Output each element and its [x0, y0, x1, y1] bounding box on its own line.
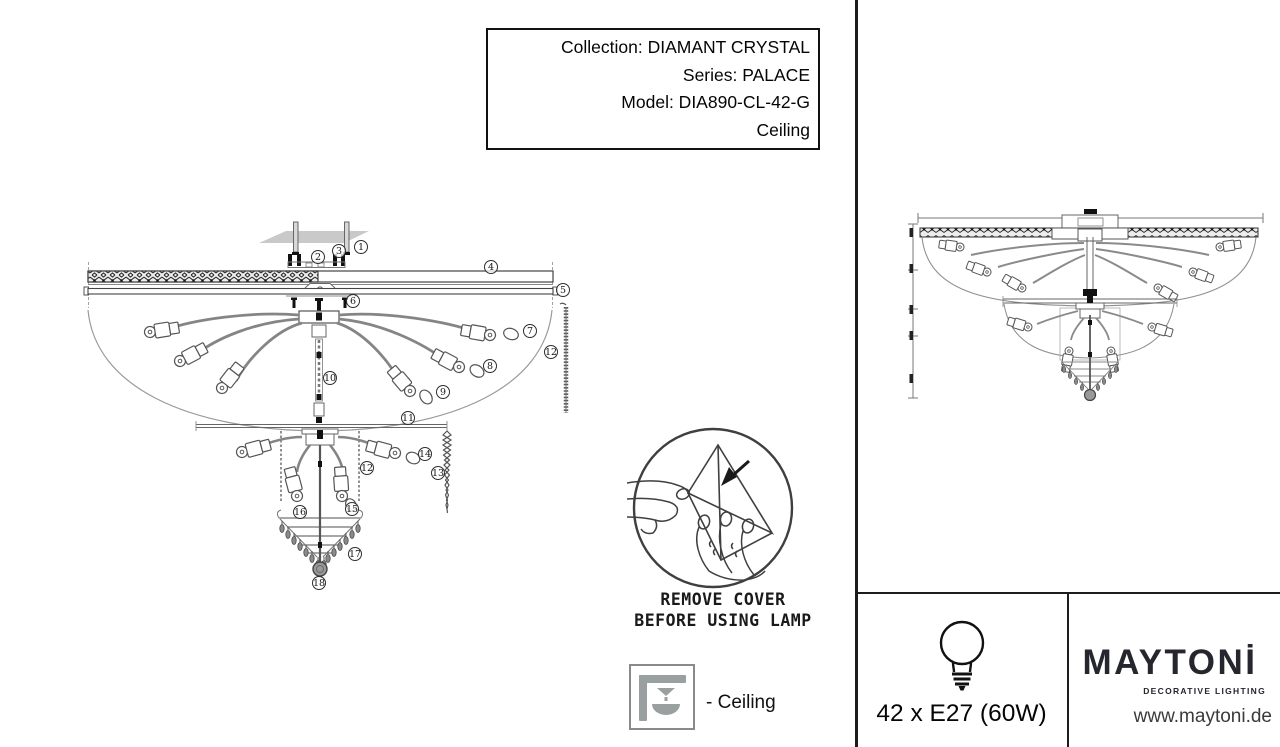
part-callout-16: 16 — [293, 506, 307, 518]
arrow — [721, 461, 749, 486]
part-callout-18: 18 — [312, 577, 326, 589]
warning-line-1: REMOVE COVER — [660, 590, 786, 609]
part-callout-12: 12 — [544, 346, 558, 358]
part-callout-1: 1 — [354, 240, 368, 254]
part-callout-11: 11 — [401, 412, 415, 424]
part-callout-13: 13 — [431, 467, 445, 479]
type-line: Ceiling — [756, 119, 810, 140]
brand-tagline: DECORATIVE LIGHTING — [1143, 686, 1266, 696]
collection-line: Collection: DIAMANT CRYSTAL — [561, 37, 810, 58]
assembled-diagram — [856, 0, 1280, 592]
bulb-icon — [927, 613, 997, 698]
brand-logo: MAYTONİ — [1082, 643, 1258, 682]
part-callout-12: 12 — [360, 462, 374, 474]
part-callout-15: 15 — [345, 503, 359, 515]
part-callout-8: 8 — [483, 359, 497, 373]
ceiling-mount-label: - Ceiling — [706, 692, 776, 713]
warning-line-2: BEFORE USING LAMP — [634, 610, 812, 630]
part-callout-10: 10 — [323, 372, 337, 384]
vertical-divider-cells — [1067, 592, 1069, 747]
ceiling-mount-box — [629, 664, 695, 730]
part-callout-14: 14 — [418, 448, 432, 460]
part-callout-17: 17 — [348, 548, 362, 560]
brand-website[interactable]: www.maytoni.de — [1133, 706, 1272, 727]
remove-cover-illustration — [625, 423, 815, 595]
assembled-column — [1083, 237, 1097, 296]
part-callout-5: 5 — [556, 283, 570, 297]
part-callout-3: 3 — [332, 244, 346, 258]
model-line: Model: DIA890-CL-42-G — [621, 92, 810, 113]
part-callout-6: 6 — [346, 294, 360, 308]
part-callout-4: 4 — [484, 260, 498, 274]
part-callout-9: 9 — [436, 385, 450, 399]
product-info-box — [486, 28, 820, 150]
assembled-mount — [920, 209, 1258, 241]
part-callout-2: 2 — [311, 250, 325, 264]
series-line: Series: PALACE — [682, 64, 810, 85]
warning-text — [612, 590, 834, 631]
bulb-spec-text: 42 x E27 (60W) — [876, 700, 1047, 727]
vertical-divider-main — [855, 0, 858, 747]
ceiling-lamp-icon — [631, 666, 693, 728]
part-callout-7: 7 — [523, 324, 537, 338]
hands — [627, 481, 765, 580]
cover-star — [688, 445, 772, 560]
